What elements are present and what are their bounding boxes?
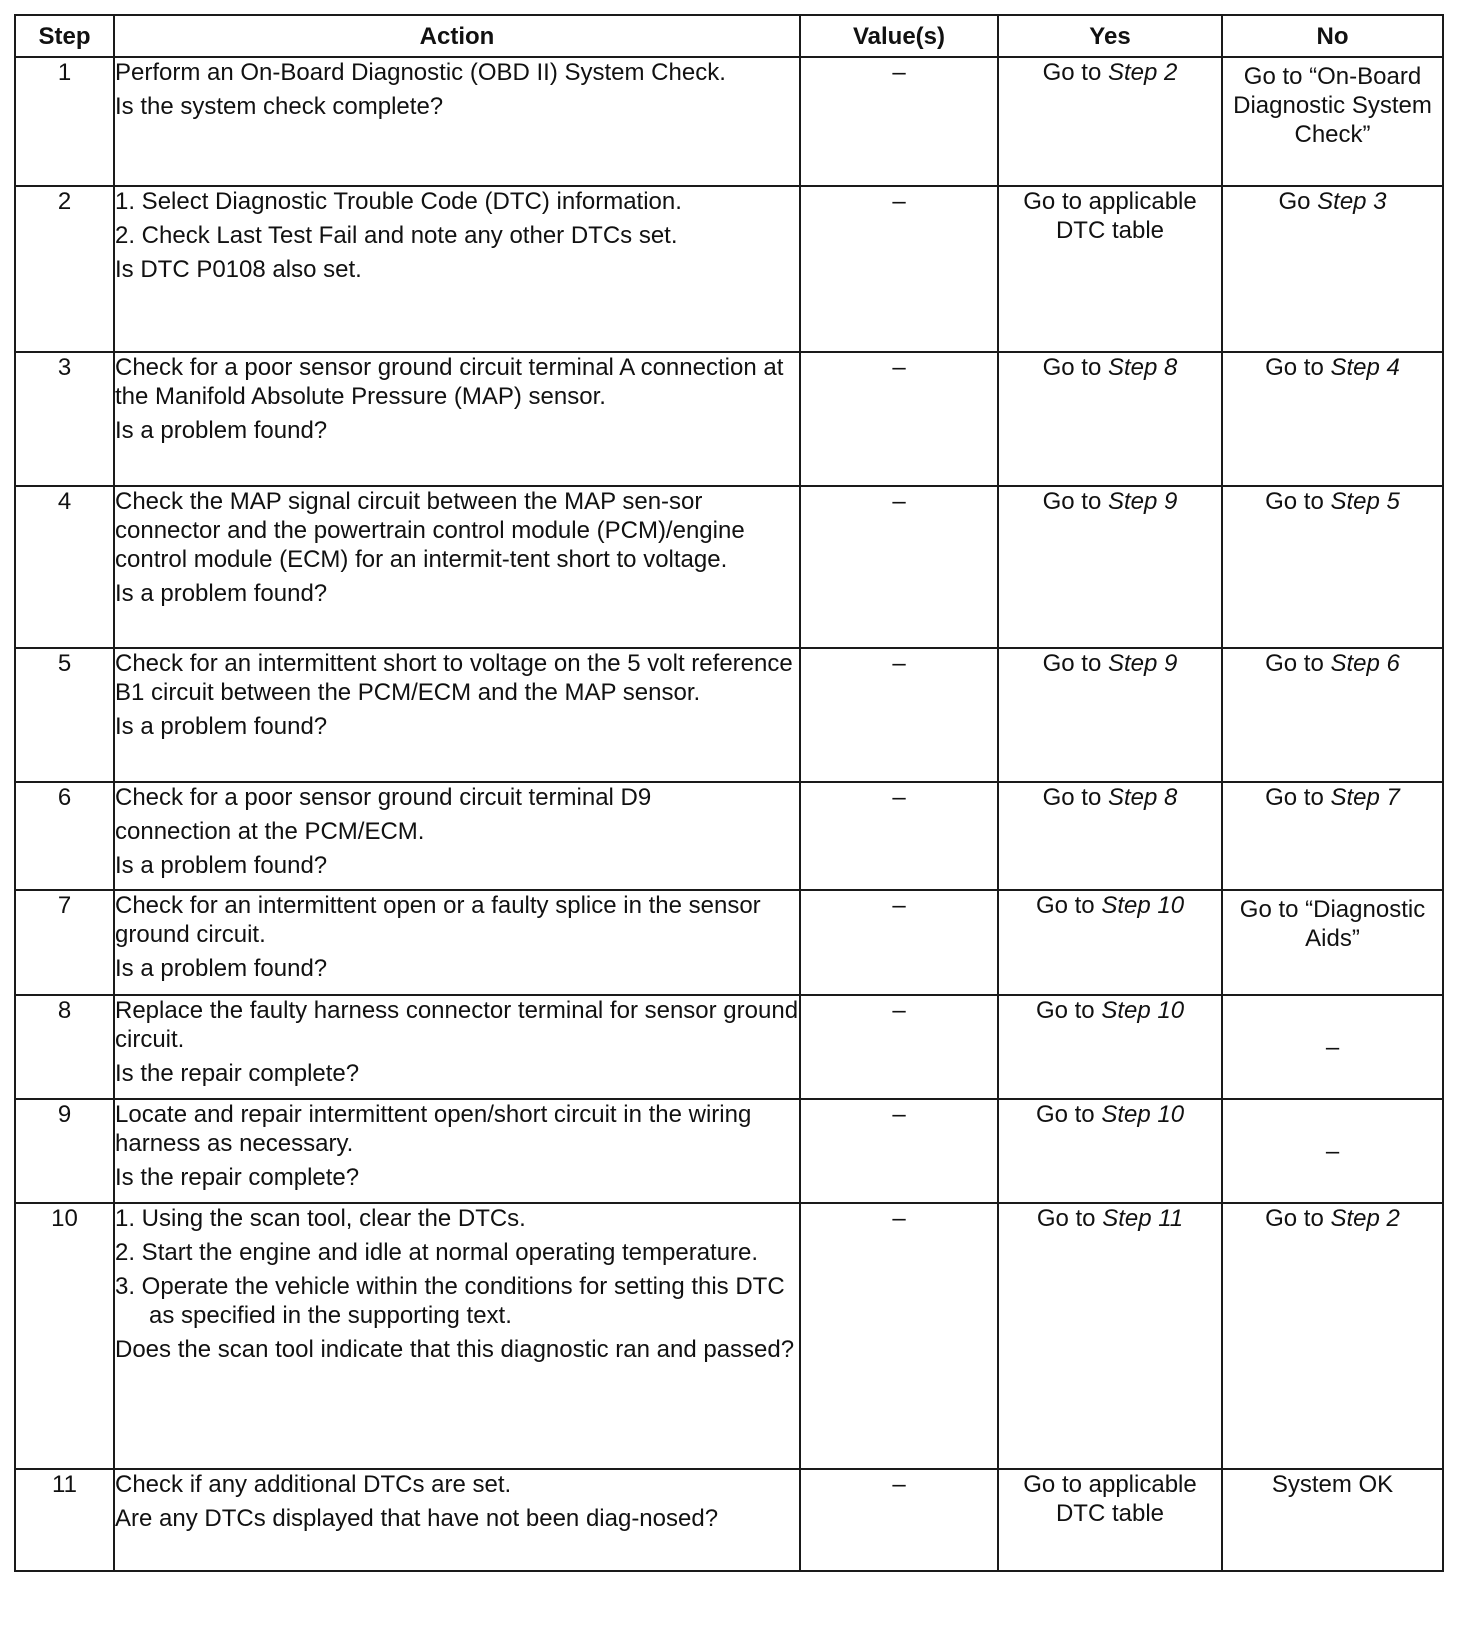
header-row bbox=[15, 15, 1443, 57]
yes-step-link: Step 10 bbox=[1101, 997, 1185, 1024]
value-cell: – bbox=[800, 1203, 998, 1469]
yes-step-link: Step 10 bbox=[1101, 892, 1185, 919]
value-cell: – bbox=[800, 186, 998, 352]
yes-prefix: Go to bbox=[1035, 1101, 1095, 1128]
action-text: Replace the faulty harness connector terminal for sensor ground circuit. bbox=[115, 997, 799, 1053]
value-cell: – bbox=[800, 995, 998, 1099]
yes-cell bbox=[998, 352, 1222, 486]
yes-prefix: Go to bbox=[1035, 892, 1095, 919]
value-cell: – bbox=[800, 1099, 998, 1203]
yes-prefix: Go to bbox=[1042, 650, 1102, 677]
table-row bbox=[15, 486, 1443, 648]
step-number: 3 bbox=[15, 352, 114, 486]
action-numbered-item: 2. Start the engine and idle at normal operating temperature. bbox=[115, 1239, 759, 1266]
action-cell bbox=[114, 1469, 800, 1571]
action-question: Is a problem found? bbox=[115, 713, 328, 740]
value-cell: – bbox=[800, 486, 998, 648]
action-cell bbox=[114, 57, 800, 186]
yes-cell bbox=[998, 1099, 1222, 1203]
value-cell: – bbox=[800, 1469, 998, 1571]
step-number: 1 bbox=[15, 57, 114, 186]
action-numbered-item: 3. Operate the vehicle within the conditions for setting this DTC as specified in the supporting text. bbox=[115, 1273, 785, 1329]
table-row bbox=[15, 1099, 1443, 1203]
yes-step-link: Step 9 bbox=[1107, 488, 1178, 515]
no-cell bbox=[1222, 486, 1443, 648]
yes-prefix: Go to bbox=[1035, 997, 1095, 1024]
action-cell bbox=[114, 995, 800, 1099]
no-cell: Go to “Diagnostic Aids” bbox=[1222, 890, 1443, 995]
table-row bbox=[15, 782, 1443, 890]
step-number: 11 bbox=[15, 1469, 114, 1571]
no-prefix: Go to bbox=[1265, 354, 1324, 381]
action-text: Check for a poor sensor ground circuit terminal D9 bbox=[115, 784, 652, 811]
value-cell: – bbox=[800, 782, 998, 890]
no-cell bbox=[1222, 352, 1443, 486]
diagnostic-table bbox=[14, 14, 1444, 1572]
action-text: Perform an On-Board Diagnostic (OBD II) System Check. bbox=[115, 59, 726, 86]
action-question: Is a problem found? bbox=[115, 580, 328, 607]
action-text: Check for a poor sensor ground circuit terminal A connection at the Manifold Absolute Pressure (MAP) sensor. bbox=[115, 354, 784, 410]
table-row bbox=[15, 1203, 1443, 1469]
action-question: Is DTC P0108 also set. bbox=[115, 256, 362, 283]
value-cell: – bbox=[800, 57, 998, 186]
action-cell bbox=[114, 648, 800, 782]
yes-prefix: Go to bbox=[1036, 1205, 1096, 1232]
action-cell bbox=[114, 186, 800, 352]
step-number: 10 bbox=[15, 1203, 114, 1469]
action-question: Does the scan tool indicate that this diagnostic ran and passed? bbox=[115, 1336, 795, 1363]
yes-cell bbox=[998, 486, 1222, 648]
yes-cell: Go to applicable DTC table bbox=[998, 186, 1222, 352]
yes-prefix: Go to bbox=[1042, 59, 1102, 86]
action-text: Locate and repair intermittent open/short circuit in the wiring harness as necessary. bbox=[115, 1101, 752, 1157]
action-numbered-item: 2. Check Last Test Fail and note any other DTCs set. bbox=[115, 222, 678, 249]
no-step-link: Step 5 bbox=[1330, 488, 1400, 515]
yes-step-link: Step 9 bbox=[1107, 650, 1178, 677]
action-text: connection at the PCM/ECM. bbox=[115, 818, 425, 845]
value-cell: – bbox=[800, 352, 998, 486]
table-row bbox=[15, 890, 1443, 995]
no-prefix: Go bbox=[1278, 188, 1311, 215]
no-step-link: Step 7 bbox=[1330, 784, 1400, 811]
step-number: 7 bbox=[15, 890, 114, 995]
header-action: Action bbox=[114, 15, 800, 57]
table-row bbox=[15, 352, 1443, 486]
yes-cell bbox=[998, 57, 1222, 186]
no-prefix: Go to bbox=[1265, 650, 1324, 677]
no-cell bbox=[1222, 186, 1443, 352]
no-cell: System OK bbox=[1222, 1469, 1443, 1571]
step-number: 6 bbox=[15, 782, 114, 890]
no-cell bbox=[1222, 648, 1443, 782]
no-step-link: Step 2 bbox=[1330, 1205, 1400, 1232]
no-step-link: Step 4 bbox=[1330, 354, 1400, 381]
step-number: 9 bbox=[15, 1099, 114, 1203]
table-row bbox=[15, 648, 1443, 782]
value-cell: – bbox=[800, 890, 998, 995]
action-cell bbox=[114, 352, 800, 486]
yes-step-link: Step 11 bbox=[1102, 1205, 1184, 1232]
no-cell bbox=[1222, 1203, 1443, 1469]
header-yes: Yes bbox=[998, 15, 1222, 57]
yes-cell bbox=[998, 648, 1222, 782]
yes-cell bbox=[998, 995, 1222, 1099]
no-step-link: Step 3 bbox=[1317, 188, 1387, 215]
action-cell bbox=[114, 1203, 800, 1469]
header-values: Value(s) bbox=[800, 15, 998, 57]
action-question: Is a problem found? bbox=[115, 852, 328, 879]
yes-prefix: Go to bbox=[1042, 488, 1102, 515]
no-step-link: Step 6 bbox=[1330, 650, 1400, 677]
yes-cell bbox=[998, 1203, 1222, 1469]
action-question: Is the repair complete? bbox=[115, 1164, 360, 1191]
step-number: 5 bbox=[15, 648, 114, 782]
yes-step-link: Step 8 bbox=[1107, 784, 1178, 811]
action-cell bbox=[114, 782, 800, 890]
action-question: Is a problem found? bbox=[115, 417, 328, 444]
action-cell bbox=[114, 1099, 800, 1203]
table-row bbox=[15, 1469, 1443, 1571]
header-step: Step bbox=[15, 15, 114, 57]
no-cell: Go to “On-Board Diagnostic System Check” bbox=[1222, 57, 1443, 186]
yes-step-link: Step 2 bbox=[1107, 59, 1178, 86]
step-number: 2 bbox=[15, 186, 114, 352]
yes-step-link: Step 8 bbox=[1107, 354, 1178, 381]
action-question: Are any DTCs displayed that have not been diag-nosed? bbox=[115, 1505, 719, 1532]
no-cell bbox=[1222, 782, 1443, 890]
action-cell bbox=[114, 486, 800, 648]
action-numbered-item: 1. Select Diagnostic Trouble Code (DTC) information. bbox=[115, 188, 682, 215]
table-row bbox=[15, 186, 1443, 352]
table-row bbox=[15, 57, 1443, 186]
yes-prefix: Go to bbox=[1042, 354, 1102, 381]
step-number: 4 bbox=[15, 486, 114, 648]
yes-cell bbox=[998, 890, 1222, 995]
yes-cell: Go to applicable DTC table bbox=[998, 1469, 1222, 1571]
no-cell: – bbox=[1222, 995, 1443, 1099]
no-prefix: Go to bbox=[1265, 784, 1324, 811]
action-cell bbox=[114, 890, 800, 995]
action-text: Check the MAP signal circuit between the MAP sen-sor connector and the powertrain control module (PCM)/engine control module (ECM) for an intermit-tent short to voltage. bbox=[115, 488, 745, 573]
action-numbered-item: 1. Using the scan tool, clear the DTCs. bbox=[115, 1205, 526, 1232]
yes-cell bbox=[998, 782, 1222, 890]
no-prefix: Go to bbox=[1265, 488, 1324, 515]
step-number: 8 bbox=[15, 995, 114, 1099]
no-prefix: Go to bbox=[1265, 1205, 1324, 1232]
action-text: Check for an intermittent open or a faulty splice in the sensor ground circuit. bbox=[115, 892, 761, 948]
header-no: No bbox=[1222, 15, 1443, 57]
action-text: Check for an intermittent short to voltage on the 5 volt reference B1 circuit between the PCM/ECM and the MAP sensor. bbox=[115, 650, 793, 706]
action-text: Check if any additional DTCs are set. bbox=[115, 1471, 512, 1498]
yes-step-link: Step 10 bbox=[1101, 1101, 1185, 1128]
yes-prefix: Go to bbox=[1042, 784, 1102, 811]
action-question: Is the repair complete? bbox=[115, 1060, 360, 1087]
table-row bbox=[15, 995, 1443, 1099]
action-question: Is the system check complete? bbox=[115, 93, 444, 120]
no-cell: – bbox=[1222, 1099, 1443, 1203]
value-cell: – bbox=[800, 648, 998, 782]
action-question: Is a problem found? bbox=[115, 955, 328, 982]
